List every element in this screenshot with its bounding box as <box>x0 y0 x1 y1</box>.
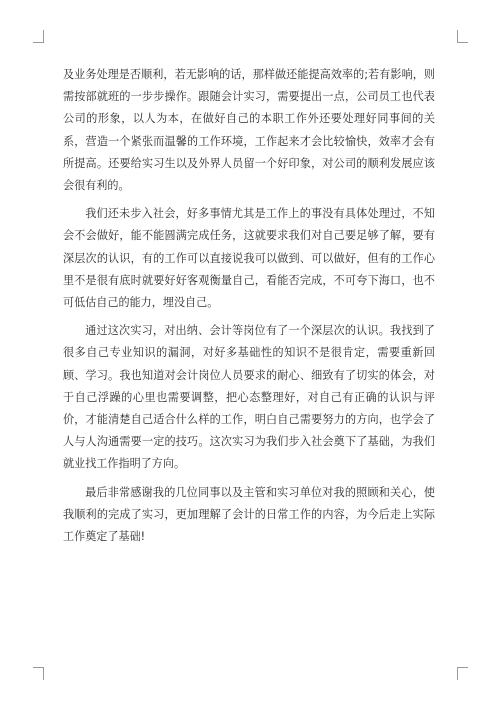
paragraph-self-assessment: 我们还未步入社会，好多事情尤其是工作上的事没有具体处理过，不知会不会做好，能不能圆满完成任务，这就要求我们对自己要足够了解，要有深层次的认识，有的工作可以直接说我可以做到、可以做好，但有的工作心里不是很有底时就要好好客观衡量自己，看能否完成，不可夸下海口，也不可低估自己的能力，埋没自己。 <box>63 207 435 310</box>
crop-mark-bottom-left <box>33 667 44 680</box>
paragraph-continuation: 及业务处理是否顺利，若无影响的话，那样做还能提高效率的;若有影响，则需按部就班的一步步操作。跟随会计实习，需要提出一点，公司员工也代表公司的形象，以人为本，在做好自己的本职工作外还要处理好同事间的关系，营造一个紧张而温馨的工作环境，工作起来才会比较愉快，效率才会有所提高。还要给实习生以及外界人员留一个好印象，对公司的顺利发展应该会很有利的。 <box>63 68 435 193</box>
document-body <box>63 64 435 554</box>
paragraph-internship-insights: 通过这次实习，对出纳、会计等岗位有了一个深层次的认识。我找到了很多自己专业知识的漏洞，对好多基础性的知识不是很肯定，需要重新回顾、学习。我也知道对会计岗位人员要求的耐心、细致有了切实的体会，对于自己浮躁的心里也需要调整，把心态整理好，对自己有正确的认识与评价，才能清楚自己适合什么样的工作，明白自己需要努力的方向，也学会了人与人沟通需要一定的技巧。这次实习为我们步入社会奠下了基础，为我们就业找工作指明了方向。 <box>63 324 435 471</box>
crop-mark-bottom-right <box>457 667 468 680</box>
crop-mark-top-left <box>33 30 44 43</box>
paragraph-acknowledgements: 最后非常感谢我的几位同事以及主管和实习单位对我的照顾和关心，使我顺利的完成了实习，更加理解了会计的日常工作的内容，为今后走上实际工作奠定了基础! <box>63 485 435 544</box>
crop-mark-top-right <box>457 30 468 43</box>
